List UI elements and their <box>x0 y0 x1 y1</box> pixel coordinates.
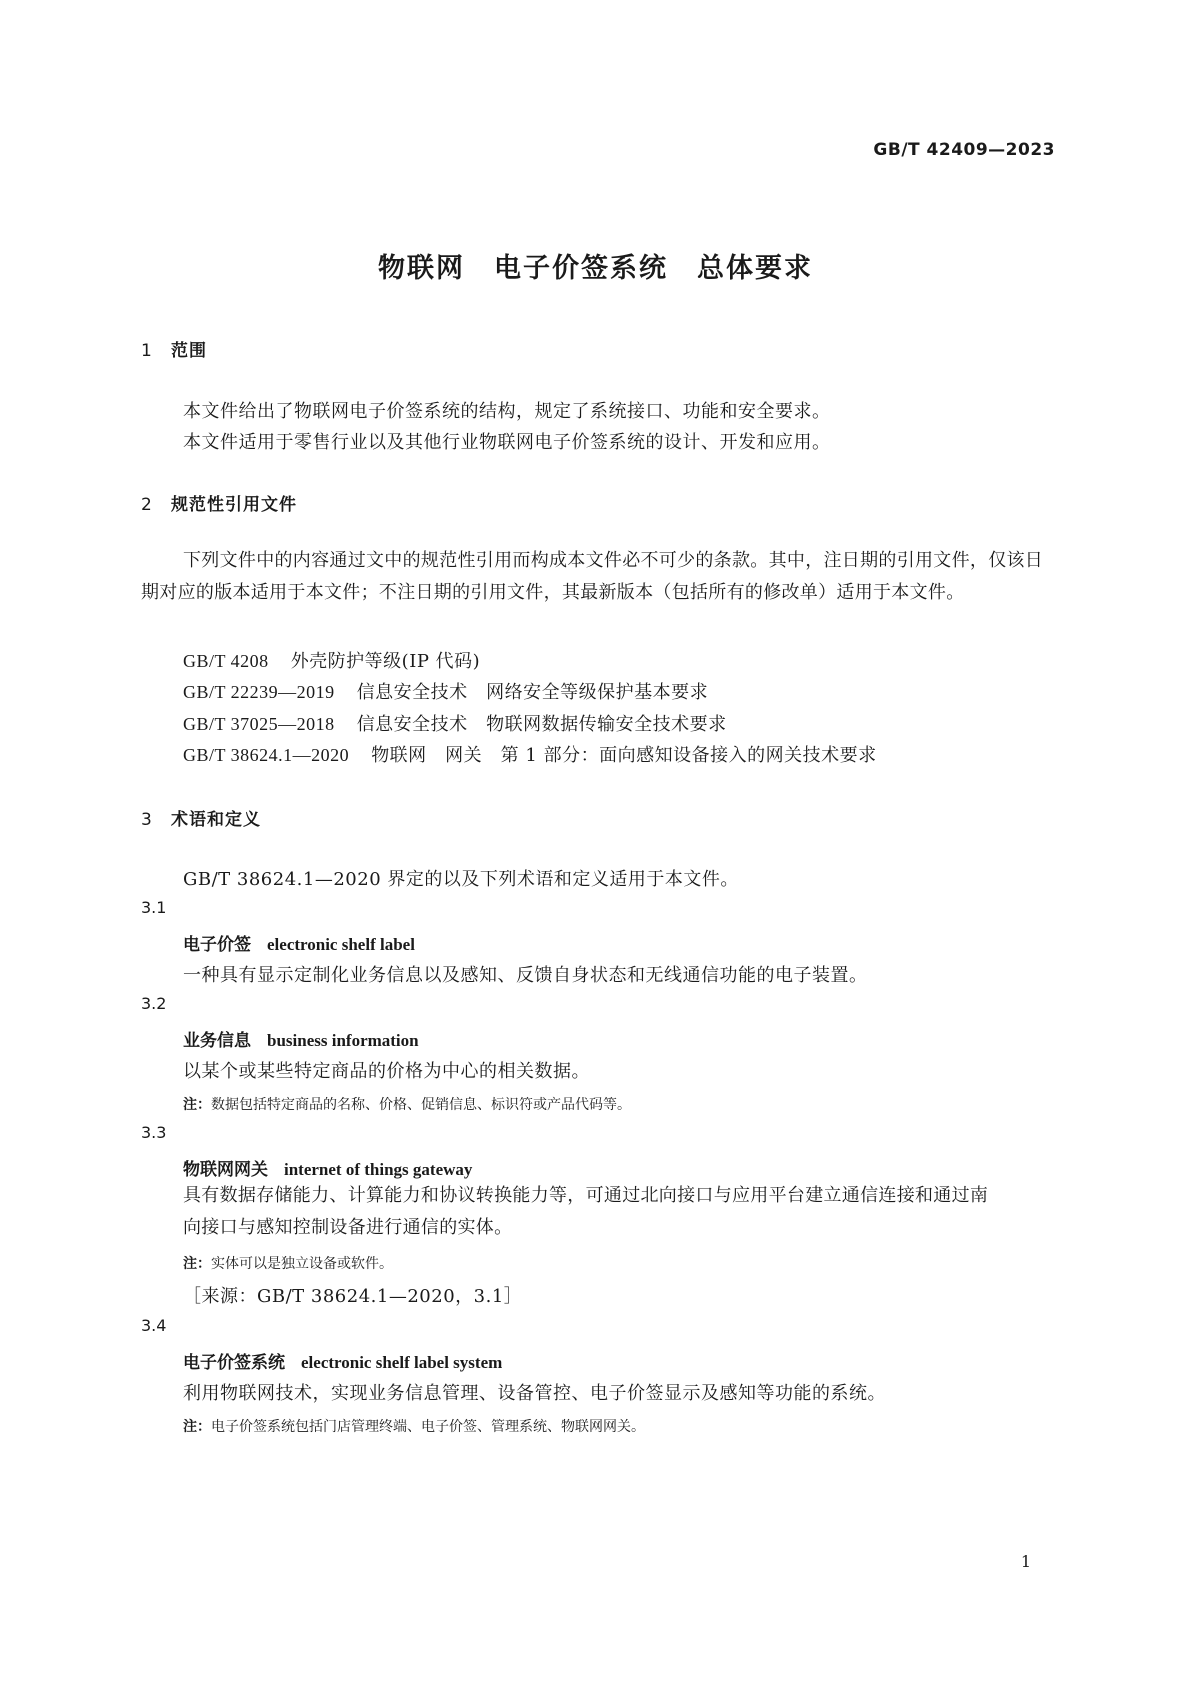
term-definition: 利用物联网技术，实现业务信息管理、设备管控、电子价签显示及感知等功能的系统。 <box>183 1383 886 1404</box>
note-text: 数据包括特定商品的名称、价格、促销信息、标识符或产品代码等。 <box>211 1097 631 1113</box>
reference-code: GB/T 4208 <box>183 651 269 671</box>
section-number: 3 <box>141 810 153 830</box>
document-number: GB/T 42409—2023 <box>873 140 1055 160</box>
note-label: 注： <box>183 1256 211 1272</box>
note-text: 实体可以是独立设备或软件。 <box>211 1256 393 1272</box>
term-definition: 一种具有显示定制化业务信息以及感知、反馈自身状态和无线通信功能的电子装置。 <box>183 965 868 986</box>
term-zh: 电子价签 <box>183 935 251 955</box>
document-title: 物联网 电子价签系统 总体要求 <box>378 253 813 284</box>
term-heading <box>183 1155 472 1180</box>
paragraph: GB/T 38624.1—2020 界定的以及下列术语和定义适用于本文件。 <box>183 869 739 890</box>
paragraph: 本文件适用于零售行业以及其他行业物联网电子价签系统的设计、开发和应用。 <box>183 432 831 453</box>
section-number: 1 <box>141 341 153 361</box>
reference-item <box>183 741 877 767</box>
section-title: 范围 <box>171 341 207 361</box>
reference-item <box>183 647 480 673</box>
term-heading <box>183 1026 419 1051</box>
reference-code: GB/T 38624.1—2020 <box>183 745 350 765</box>
term-source: ［来源：GB/T 38624.1—2020，3.1］ <box>183 1286 523 1307</box>
term-en: electronic shelf label system <box>301 1353 503 1372</box>
term-zh: 物联网网关 <box>183 1160 268 1180</box>
paragraph: 下列文件中的内容通过文中的规范性引用而构成本文件必不可少的条款。其中，注日期的引用文件，仅该日期对应的版本适用于本文件；不注日期的引用文件，其最新版本（包括所有的修改单）适用于本文件。 <box>141 550 1044 603</box>
reference-item <box>183 710 727 736</box>
section-3-heading <box>141 805 261 830</box>
note-label: 注： <box>183 1097 211 1113</box>
term-en: internet of things gateway <box>284 1160 473 1179</box>
term-definition: 以某个或某些特定商品的价格为中心的相关数据。 <box>183 1061 590 1082</box>
term-heading <box>183 930 415 955</box>
term-heading <box>183 1348 502 1373</box>
note-label: 注： <box>183 1419 211 1435</box>
reference-code: GB/T 22239—2019 <box>183 682 335 702</box>
section-number: 2 <box>141 495 153 515</box>
term-number: 3.3 <box>141 1123 167 1142</box>
term-en: business information <box>267 1031 419 1050</box>
note-text: 电子价签系统包括门店管理终端、电子价签、管理系统、物联网网关。 <box>211 1419 645 1435</box>
reference-title: 信息安全技术 网络安全等级保护基本要求 <box>356 682 709 703</box>
reference-title: 信息安全技术 物联网数据传输安全技术要求 <box>356 714 727 735</box>
term-number: 3.1 <box>141 898 167 917</box>
term-zh: 业务信息 <box>183 1031 251 1051</box>
term-en: electronic shelf label <box>267 935 415 954</box>
paragraph: 本文件给出了物联网电子价签系统的结构，规定了系统接口、功能和安全要求。 <box>183 401 831 422</box>
section-title: 规范性引用文件 <box>171 495 297 515</box>
section-2-heading <box>141 490 297 515</box>
reference-code: GB/T 37025—2018 <box>183 714 335 734</box>
term-note <box>183 1253 393 1273</box>
term-note <box>183 1094 631 1114</box>
reference-title: 外壳防护等级(IP 代码) <box>290 651 481 672</box>
term-definition: 具有数据存储能力、计算能力和协议转换能力等，可通过北向接口与应用平台建立通信连接和通过南向接口与感知控制设备进行通信的实体。 <box>183 1185 989 1238</box>
term-note <box>183 1416 645 1436</box>
reference-title: 物联网 网关 第 1 部分：面向感知设备接入的网关技术要求 <box>371 745 877 766</box>
section-title: 术语和定义 <box>171 810 261 830</box>
term-number: 3.2 <box>141 994 167 1013</box>
reference-item <box>183 678 708 704</box>
term-zh: 电子价签系统 <box>183 1353 285 1373</box>
page-number: 1 <box>1020 1552 1031 1571</box>
section-1-heading <box>141 336 207 361</box>
term-number: 3.4 <box>141 1316 167 1335</box>
